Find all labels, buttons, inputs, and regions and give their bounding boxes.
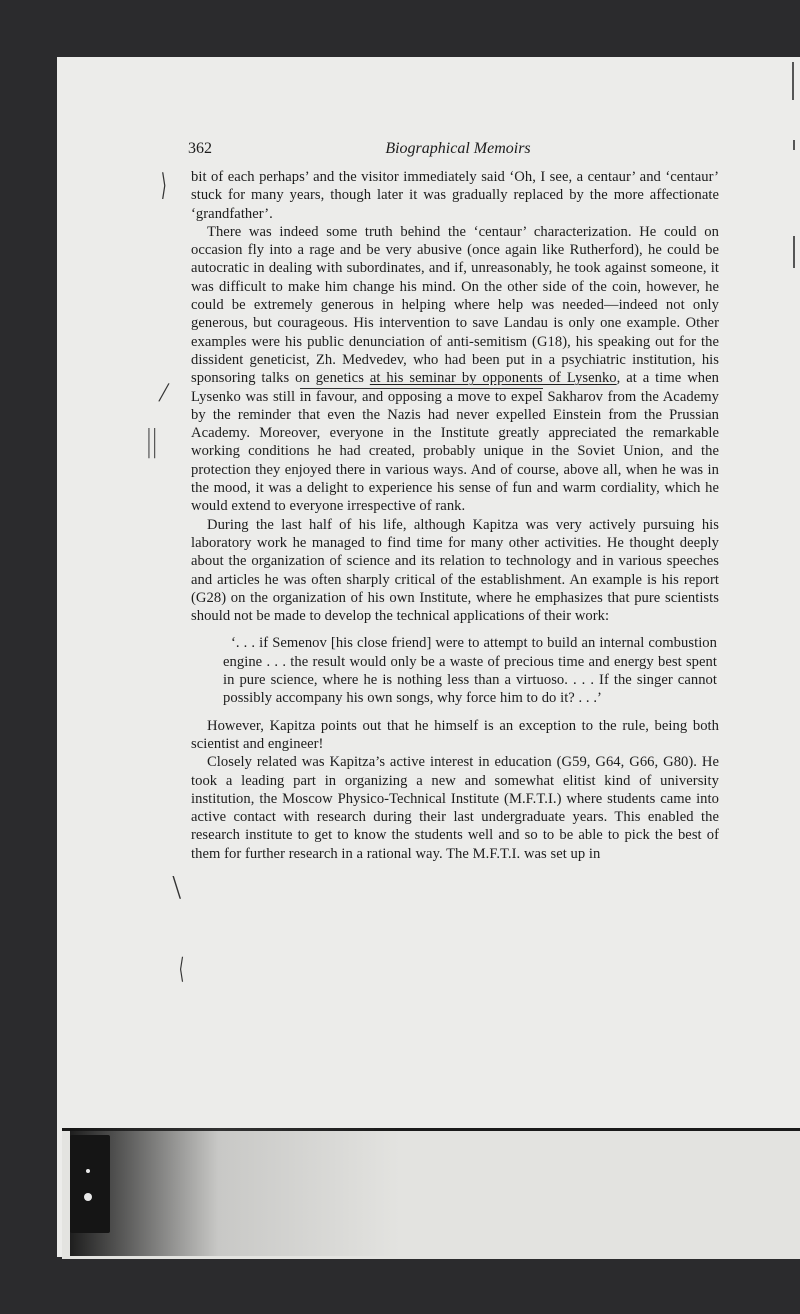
paragraph-text: Sakharov from the Academy by the reminder that even the Nazis had never expelled Einstein from the Prussian Academy. Moreover, everyone in the Institute greatly appreciated the remarkable working conditions he had created, probably unique in the Soviet Union, and the protection they enjoyed there in various ways. And of course, above all, when he was in the mood, it was a delight to experience his sense of fun and warm cordiality, which he would extend to everyone irrespective of rank. [191, 388, 719, 515]
block-quote [223, 634, 717, 707]
boxed-phrase: in favour, and opposing a move to expel [299, 388, 543, 405]
running-head [188, 140, 728, 162]
margin-backslash-mark: \ [172, 870, 182, 903]
paragraph-however: However, Kapitza points out that he himself is an exception to the rule, being both scientist and engineer! [191, 717, 719, 752]
underlined-phrase: at his seminar by opponents of Lysenko [369, 370, 617, 387]
edge-mark [792, 62, 794, 100]
margin-double-bar-mark: || [145, 424, 157, 459]
page-number: 362 [188, 140, 212, 157]
paragraph-text: There was indeed some truth behind the ‘centaur’ characterization. He could on occasion fly into a rage and be very abusive (once again like Rutherford), he could be autocratic in dealing with subordinates, and if, unreasonably, he took against someone, it was difficult to make him change his mind. On the other side of the coin, however, he could be extremely generous in helping where help was needed—indeed not only generous, but courageous. His intervention to save Landau is only one example. Other examples were his public denunciation of anti-semitism (G18), his speaking out for the dissident geneticist, Zh. Medvedev, who had been put in a psychiatric institution, his sponsoring talks on genetics [191, 223, 719, 387]
edge-mark [793, 140, 795, 150]
scan-shadow [70, 1128, 400, 1256]
margin-bracket-mark-2: ⟨ [178, 952, 185, 985]
paragraph-text: , at a time when Lysenko was still [191, 370, 720, 405]
tab-hole [84, 1193, 92, 1201]
running-title: Biographical Memoirs [385, 140, 531, 157]
quote-text: ‘. . . if Semenov [his close friend] were to attempt to build an internal combustion engine . . . the result would only be a waste of precious time and energy best spent in pure science, where he is nothing less than a virtuoso. . . . If the singer cannot possibly accompany his own songs, why force him to do it? . . .’ [223, 635, 717, 707]
paragraph-last-half: During the last half of his life, although Kapitza was very actively pursuing his laboratory work he managed to find time for many other activities. He thought deeply about the organization of science and its relation to technology and in various speeches and articles he was often sharply critical of the establishment. An example is his report (G28) on the organization of his own Institute, where he emphasizes that pure scientists should not be made to develop the technical applications of their work: [191, 516, 719, 625]
paragraph-continuation: bit of each perhaps’ and the visitor immediately said ‘Oh, I see, a centaur’ and ‘centaur’ stuck for many years, though later it was gradually replaced by the more affectionate ‘grandfather’. [191, 169, 719, 222]
body-text [191, 168, 719, 863]
edge-mark [793, 236, 795, 268]
margin-bracket-mark: ⟩ [160, 168, 167, 203]
paragraph-education: Closely related was Kapitza’s active interest in education (G59, G64, G66, G80). He took a leading part in organizing a new and somewhat elitist kind of university institution, the Moscow Physico-Technical Institute (M.F.T.I.) where students came into active contact with research during their last undergraduate years. This enabled the research institute to get to know the students well and so to be able to pick the best of them for further research in a rational way. The M.F.T.I. was set up in [191, 754, 719, 862]
binder-tab [70, 1135, 110, 1233]
paragraph-centaur [191, 223, 719, 516]
tab-dot [86, 1169, 90, 1173]
margin-slash-mark: / [157, 377, 171, 407]
